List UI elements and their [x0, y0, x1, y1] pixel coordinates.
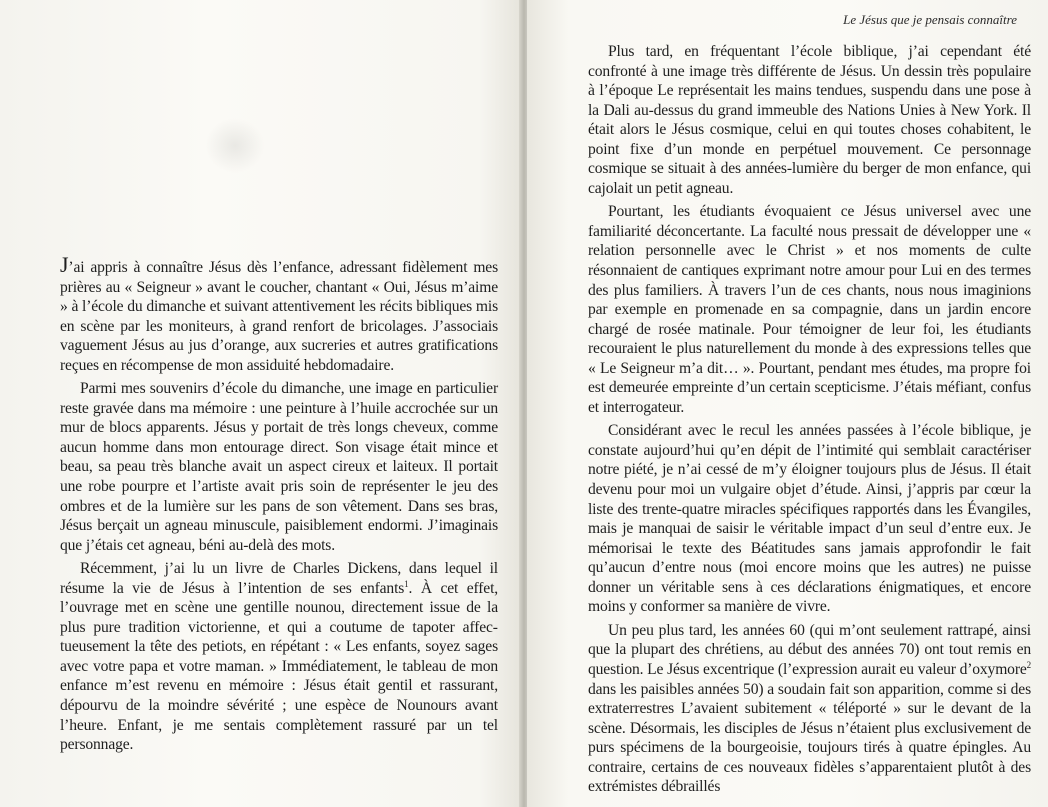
footnote-ref[interactable]: 2 [1026, 659, 1031, 670]
paragraph: Parmi mes souvenirs d’école du dimanche, une image en particulier reste gravée dans ma mémoire : une peinture à l’huile accrochée sur un mur de blocs apparents. Jésus y portait de très longs cheveux, comme aucun homme dans mon entourage direct. Son visage était mince et beau, sa peau très blanche avait un aspect cireux et laiteux. Il portait une robe pourpre et l’artiste avait pris soin de représenter le jeu des ombres et de la lumière sur les pans de son vêtement. Dans ses bras, Jésus berçait un agneau minuscule, paisiblement endormi. J’imaginais que j’étais cet agneau, béni au-delà des mots. [60, 380, 498, 554]
paragraph: Plus tard, en fréquentant l’école biblique, j’ai cependant été confronté à une image très différente de Jésus. Un dessin très populaire à l’époque Le représentait les mains tendues, suspendu dans une pose à la Dali au-dessus du grand immeuble des Nations Unies à New York. Il était alors le Jésus cosmique, celui en qui toutes choses cohabitent, le point fixe d’un monde en perpétuel mouvement. Ce personnage cosmique se situait à des années-lumière du berger de mon enfance, qui cajolait un petit agneau. [588, 43, 1031, 197]
left-page [0, 0, 521, 807]
paragraph: Considérant avec le recul les années passées à l’école biblique, je constate aujourd’hui qu’en dépit de l’intimité qui semblait caractériser notre piété, je n’ai cessé de m’y éloigner toujours plus de Jésus. Il était devenu pour moi un vulgaire objet d’étude. Ainsi, j’appris par cœur la liste des trente-quatre miracles spécifiques rapportés dans les Évangiles, mais je manquai de saisir le véritable impact d’un seul d’entre eux. Je mémorisai le texte des Béatitudes sans jamais approfondir le fait qu’aucun d’entre nous (moi encore moins que les autres) ne puisse donner un véritable sens à ces déclarations énigmatiques, et encore moins y conformer sa manière de vivre. [588, 422, 1031, 616]
right-page-text [588, 42, 1031, 801]
right-page [527, 0, 1048, 807]
paragraph: Récemment, j’ai lu un livre de Charles Dickens, dans lequel il résume la vie de Jésus à l’intention de ses enfants$^1$. À cet effet, l’ouvrage met en scène une gentille nounou, directement issue de la plus pure tradition victorienne, et qui a coutume de tapoter affectueusement la tête des petiots, en répétant : « Les enfants, soyez sages avec votre papa et votre maman. » Immédiatement, le tableau de mon enfance m’est revenu en mémoire : Jésus était gentil et rassurant, dépourvu de la moindre sévérité ; une espèce de Nounours avant l’heure. Enfant, je me sentais complètement rassuré par un tel personnage. [60, 560, 498, 754]
left-page-text [60, 252, 498, 759]
paragraph: Pourtant, les étudiants évoquaient ce Jésus universel avec une familiarité déconcertante. La faculté nous pressait de développer une « relation personnelle avec le Christ » et nos moments de culte résonnaient de cantiques exprimant notre amour pour Lui en des termes des plus familiers. À travers l’un de ces chants, nous nous imaginions par exemple en promenade en sa compagnie, dans un jardin encore chargé de rosée matinale. Pour témoigner de leur foi, les étudiants recouraient le plus naturellement du monde à des expressions telles que « Le Seigneur m’a dit… ». Pourtant, pendant mes études, ma propre foi est demeurée empreinte d’un certain scepticisme. J’étais méfiant, confus et interrogateur. [588, 203, 1031, 416]
show-through-ghost [205, 118, 265, 173]
paragraph: J’ai appris à connaître Jésus dès l’enfance, adressant fidèlement mes prières au « Seigneur » avant le coucher, chantant « Oui, Jésus m’aime » à l’école du dimanche et suivant attentivement les récits bibliques mis en scène par les moniteurs, à grand renfort de bricolages. J’associais vaguement Jésus au jus d’orange, aux sucreries et autres gratifications reçues en récompense de mon assiduité hebdomadaire. [60, 252, 498, 374]
drop-cap: J [60, 252, 69, 277]
footnote-ref[interactable]: 1 [404, 578, 409, 589]
running-head: Le Jésus que je pensais connaître [843, 12, 1017, 27]
paragraph: Un peu plus tard, les années 60 (qui m’ont seulement rattrapé, ainsi que la plupart des chrétiens, au début des années 70) ont tout remis en question. Le Jésus excentrique (l’expression aurait eu valeur d’oxymore$^2$ dans les paisibles années 50) a soudain fait son apparition, comme si des extraterrestres L’avaient subitement « téléporté » sur le devant de la scène. Désormais, les disciples de Jésus n’étaient plus exclusivement de purs spécimens de la bourgeoisie, toujours tirés à quatre épingles. Au contraire, certains de ces nouveaux fidèles s’apparentaient plutôt à des extrémistes débraillés [588, 621, 1031, 796]
